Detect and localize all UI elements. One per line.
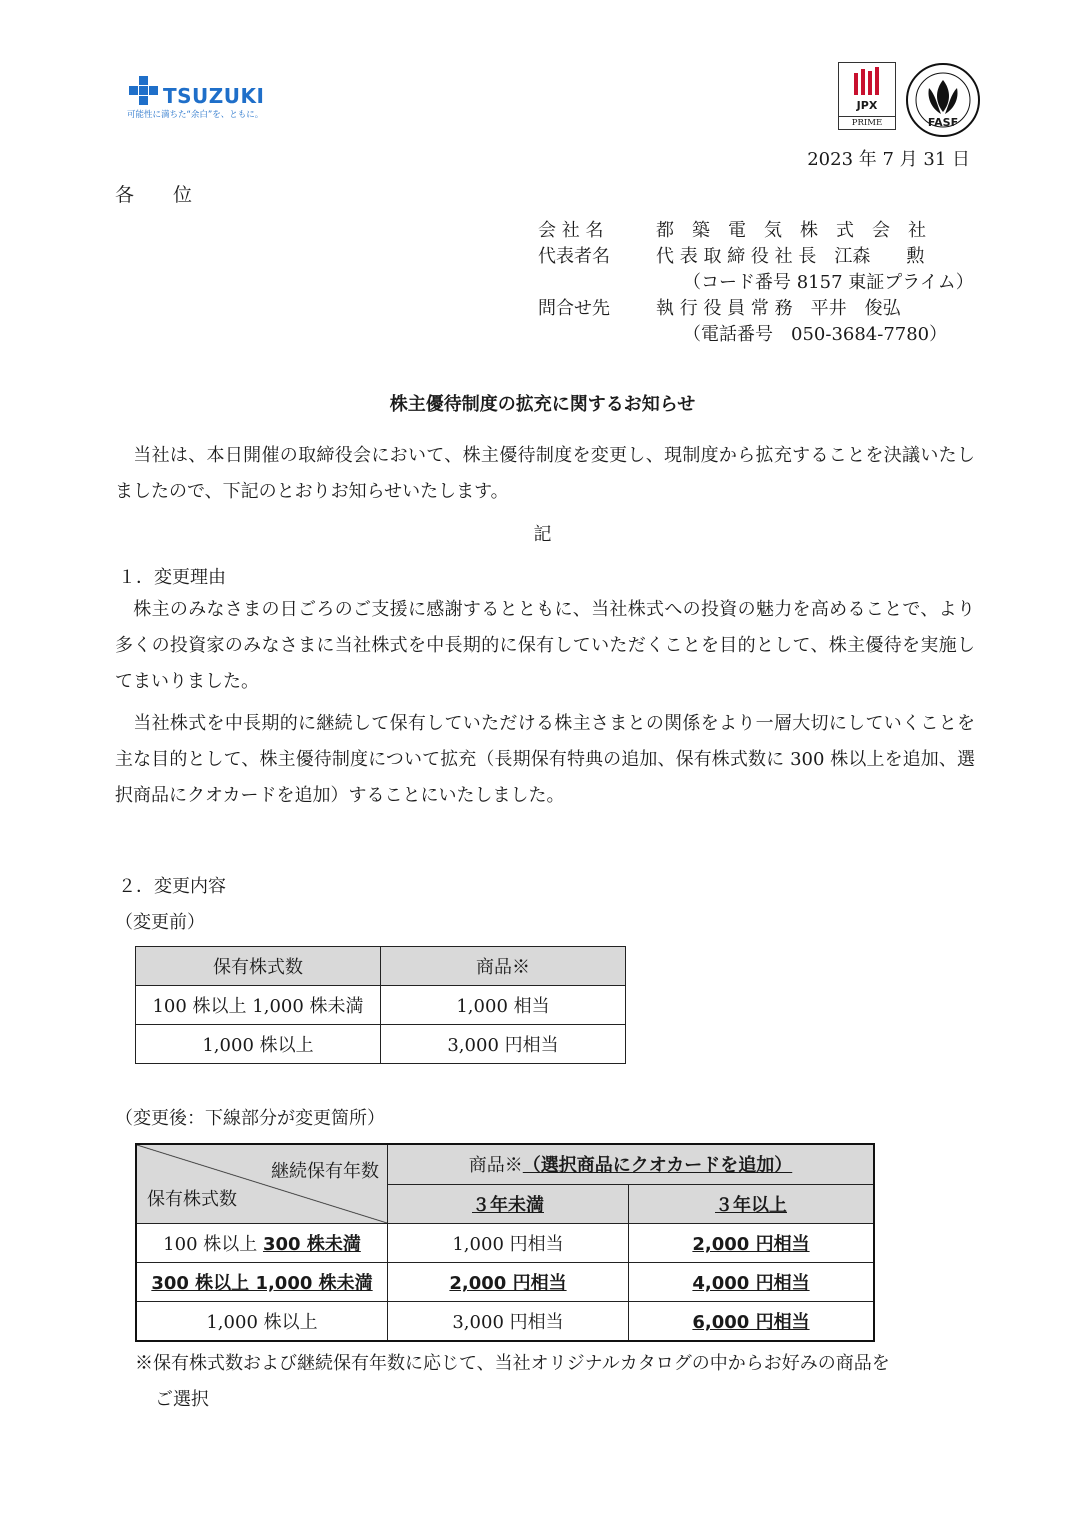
col-label: ３年未満 xyxy=(472,1194,544,1216)
after-table xyxy=(135,1143,875,1342)
table-cell xyxy=(136,1263,388,1302)
corner-bottom-label: 保有株式数 xyxy=(147,1189,237,1210)
logo-mark-icon xyxy=(127,76,161,108)
table-cell: 1,000 相当 xyxy=(381,986,626,1025)
ki-marker: 記 xyxy=(533,524,552,545)
table-header-row xyxy=(136,947,626,986)
table-cell xyxy=(629,1302,875,1342)
changed-value: 4,000 円相当 xyxy=(692,1273,810,1294)
table-cell xyxy=(388,1263,629,1302)
product-header-added: （選択商品にクオカードを追加） xyxy=(522,1155,793,1177)
logo-tagline: 可能性に満ちた“余白”を、ともに。 xyxy=(127,110,264,120)
footnote xyxy=(135,1346,890,1418)
jpx-mark-icon xyxy=(852,67,882,97)
table-header-row xyxy=(136,1144,874,1184)
jpx-prime-badge xyxy=(838,62,896,130)
info-value: 執 行 役 員 常 務 平井 俊弘 xyxy=(656,298,901,319)
table-cell: 1,000 株以上 xyxy=(136,1302,388,1342)
shares-prefix: 100 株以上 xyxy=(163,1234,263,1255)
before-table xyxy=(135,946,626,1064)
corner-top-label: 継続保有年数 xyxy=(271,1161,379,1182)
addressee: 各 位 xyxy=(115,184,203,206)
header-product xyxy=(388,1144,875,1184)
table-cell: 1,000 円相当 xyxy=(388,1224,629,1263)
shares-changed: 300 株以上 1,000 株未満 xyxy=(151,1273,373,1294)
table-cell: 1,000 株以上 xyxy=(136,1025,381,1064)
logo-wordmark: TSUZUKI xyxy=(163,84,265,108)
header-under-3-years xyxy=(388,1184,629,1224)
jpx-sub-label: PRIME xyxy=(839,116,895,128)
table-row xyxy=(136,1224,874,1263)
table-cell: 100 株以上 1,000 株未満 xyxy=(136,986,381,1025)
table-cell: 3,000 円相当 xyxy=(388,1302,629,1342)
after-label: （変更後：下線部分が変更箇所） xyxy=(115,1108,385,1129)
info-value: （電話番号 050-3684-7780） xyxy=(656,324,948,345)
document-date: 2023 年 7 月 31 日 xyxy=(807,149,970,170)
table-row xyxy=(136,1025,626,1064)
info-value: 代 表 取 締 役 社 長 江森 勲 xyxy=(656,246,925,267)
before-label: （変更前） xyxy=(115,912,205,933)
info-value: 都 築 電 気 株 式 会 社 xyxy=(656,220,926,241)
table-row xyxy=(136,1302,874,1342)
fasf-seal xyxy=(905,62,981,138)
changed-value: 2,000 円相当 xyxy=(692,1234,810,1255)
section1-heading: １．変更理由 xyxy=(118,567,226,588)
intro-paragraph: 当社は、本日開催の取締役会において、株主優待制度を変更し、現制度から拡充することを決議いたしましたので、下記のとおりお知らせいたします。 xyxy=(115,445,975,502)
info-key: 会 社 名 xyxy=(538,220,604,241)
section1-paragraph-1: 株主のみなさまの日ごろのご支援に感謝するとともに、当社株式への投資の魅力を高めることで、より多くの投資家のみなさまに当社株式を中長期的に保有していただくことを目的として、株主優待を実施してまいりました。 xyxy=(115,599,975,692)
header-shares: 保有株式数 xyxy=(136,947,381,986)
info-key: 問合せ先 xyxy=(538,298,610,319)
shares-changed: 300 株未満 xyxy=(262,1234,361,1255)
col-label: ３年以上 xyxy=(715,1194,787,1216)
tsuzuki-logo xyxy=(127,74,277,130)
header-product: 商品※ xyxy=(381,947,626,986)
fasf-label: FASF xyxy=(927,116,959,129)
product-header: 商品※ xyxy=(468,1155,523,1177)
section1-paragraph-2: 当社株式を中長期的に継続して保有していただける株主さまとの関係をより一層大切にしていくことを主な目的として、株主優待制度について拡充（長期保有特典の追加、保有株式数に 300 株以上を追加、選択商品にクオカードを追加）することにいたしました。 xyxy=(115,713,975,806)
document-title: 株主優待制度の拡充に関するお知らせ xyxy=(389,394,696,415)
changed-value: 6,000 円相当 xyxy=(692,1312,810,1333)
changed-value: 2,000 円相当 xyxy=(449,1273,567,1294)
header-3-years-plus xyxy=(629,1184,875,1224)
table-cell xyxy=(629,1224,875,1263)
table-row xyxy=(136,986,626,1025)
footnote-line-2: ご選択 xyxy=(155,1389,209,1410)
section2-heading: ２．変更内容 xyxy=(118,876,226,897)
corner-cell xyxy=(136,1144,388,1224)
table-cell: 3,000 円相当 xyxy=(381,1025,626,1064)
info-value: （コード番号 8157 東証プライム） xyxy=(656,272,974,293)
footnote-line-1: ※保有株式数および継続保有年数に応じて、当社オリジナルカタログの中からお好みの商品を xyxy=(135,1353,890,1374)
table-row xyxy=(136,1263,874,1302)
info-key: 代表者名 xyxy=(538,246,610,267)
table-cell xyxy=(629,1263,875,1302)
jpx-label: JPX xyxy=(856,99,878,112)
table-cell xyxy=(136,1224,388,1263)
